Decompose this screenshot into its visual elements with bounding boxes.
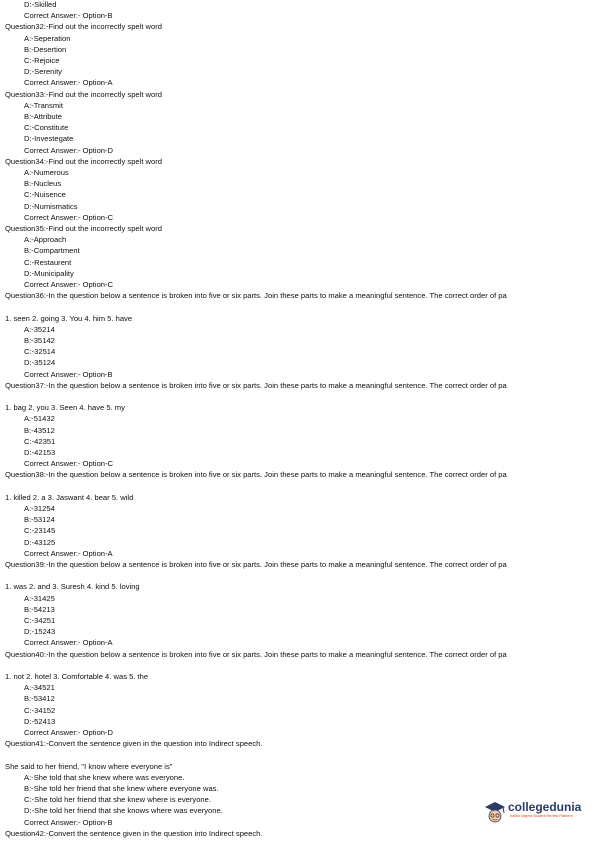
question-text: Question37:-In the question below a sentence is broken into five or six parts. Join these parts to make a meaningful sentence. The correct order of pa — [5, 380, 507, 390]
question-text: Question33:-Find out the incorrectly spelt word — [5, 89, 163, 99]
collegedunia-logo — [483, 797, 593, 827]
option-text: B:-Compartment — [24, 246, 80, 256]
question-text: Question41:-Convert the sentence given in the question into Indirect speech. — [5, 739, 263, 749]
option-text: C:-32514 — [24, 347, 56, 357]
option-text: A:-Transmit — [24, 100, 63, 110]
option-text: B:-Attribute — [24, 112, 62, 121]
sentence-parts-text: 1. seen 2. going 3. You 4. him 5. have — [5, 313, 133, 323]
option-text: D:-43125 — [24, 537, 56, 547]
option-text: B:-53412 — [24, 694, 55, 704]
option-text: C:-Rejoice — [24, 56, 60, 65]
option-text: A:-31254 — [24, 504, 55, 513]
option-text: D:-15243 — [24, 627, 56, 637]
option-text: D:-Numismatics — [24, 201, 78, 211]
option-text: C:-34152 — [24, 705, 56, 715]
source-sentence-text: She said to her friend, "I know where everyone is" — [5, 761, 173, 771]
option-text: B:-35142 — [24, 336, 55, 345]
sentence-parts-text: 1. killed 2. a 3. Jaswant 4. bear 5. wild — [5, 492, 134, 502]
correct-answer-text: Correct Answer:- Option-B — [24, 369, 113, 379]
correct-answer-text: Correct Answer:- Option-A — [24, 638, 113, 648]
option-text: B:-54213 — [24, 604, 55, 614]
correct-answer-text: Correct Answer:- Option-B — [24, 11, 113, 21]
option-text: D:-Municipality — [24, 268, 74, 278]
logo-name: collegedunia — [508, 800, 582, 814]
option-text: A:-51432 — [24, 414, 55, 424]
option-text: C:-34251 — [24, 616, 56, 625]
question-text: Question36:-In the question below a sentence is broken into five or six parts. Join these parts to make a meaningful sentence. The correct order of pa — [5, 291, 507, 301]
option-text: A:-She told that she knew where was everyone. — [24, 772, 185, 782]
correct-answer-text: Correct Answer:- Option-A — [24, 78, 113, 88]
option-text: C:-Nuisence — [24, 190, 66, 200]
option-text: C:-23145 — [24, 526, 56, 536]
question-text: Question39:-In the question below a sentence is broken into five or six parts. Join these parts to make a meaningful sentence. The correct order of pa — [5, 560, 507, 569]
option-text: C:-Restaurent — [24, 257, 72, 267]
option-text: A:-Numerous — [24, 168, 69, 177]
correct-answer-text: Correct Answer:- Option-C — [24, 459, 114, 469]
correct-answer-text: Correct Answer:- Option-C — [24, 280, 114, 289]
question-text: Question38:-In the question below a sentence is broken into five or six parts. Join these parts to make a meaningful sentence. The correct order of pa — [5, 470, 507, 480]
option-text: A:-35214 — [24, 324, 55, 334]
option-text: D:-52413 — [24, 716, 56, 726]
option-text: B:-Desertion — [24, 44, 67, 54]
option-text: A:-31425 — [24, 593, 55, 603]
sentence-parts-text: 1. was 2. and 3. Suresh 4. kind 5. loving — [5, 582, 140, 592]
option-text: D:-Investegate — [24, 134, 74, 144]
sentence-parts-text: 1. bag 2. you 3. Seen 4. have 5. my — [5, 403, 125, 413]
option-text: D:-She told her friend that she knows where was everyone. — [24, 806, 223, 816]
option-text: B:-She told her friend that she knew where everyone was. — [24, 784, 219, 793]
option-text: C:-She told her friend that she knew where is everyone. — [24, 795, 211, 805]
option-text: D:-42153 — [24, 448, 56, 457]
question-text: Question35:-Find out the incorrectly spelt word — [5, 224, 163, 233]
question-text: Question32:-Find out the incorrectly spelt word — [5, 22, 163, 32]
option-text: B:-43512 — [24, 425, 55, 435]
correct-answer-text: Correct Answer:- Option-C — [24, 212, 114, 222]
question-text: Question42:-Convert the sentence given in the question into Indirect speech. — [5, 828, 263, 838]
option-text: D:-Serenity — [24, 67, 62, 77]
correct-answer-text: Correct Answer:- Option-D — [24, 145, 114, 155]
option-text: A:-Approach — [24, 235, 67, 245]
option-text: A:-34521 — [24, 683, 55, 693]
option-text: C:-42351 — [24, 436, 56, 446]
correct-answer-text: Correct Answer:- Option-B — [24, 817, 113, 827]
sentence-parts-text: 1. not 2. hotel 3. Comfortable 4. was 5. the — [5, 672, 149, 681]
question-text: Question40:-In the question below a sentence is broken into five or six parts. Join these parts to make a meaningful sentence. The correct order of pa — [5, 649, 507, 659]
graduate-mascot-icon — [483, 799, 507, 825]
correct-answer-text: Correct Answer:- Option-D — [24, 728, 114, 737]
question-text: Question34:-Find out the incorrectly spelt word — [5, 156, 163, 166]
option-text: D:-Skilled — [24, 0, 57, 9]
option-text: D:-35124 — [24, 358, 56, 368]
option-text: B:-53124 — [24, 515, 55, 525]
logo-tagline: India's largest Student Review Platform — [510, 814, 573, 818]
option-text: C:-Constitute — [24, 123, 69, 133]
correct-answer-text: Correct Answer:- Option-A — [24, 548, 113, 558]
option-text: A:-Seperation — [24, 33, 71, 43]
option-text: B:-Nucleus — [24, 179, 62, 189]
